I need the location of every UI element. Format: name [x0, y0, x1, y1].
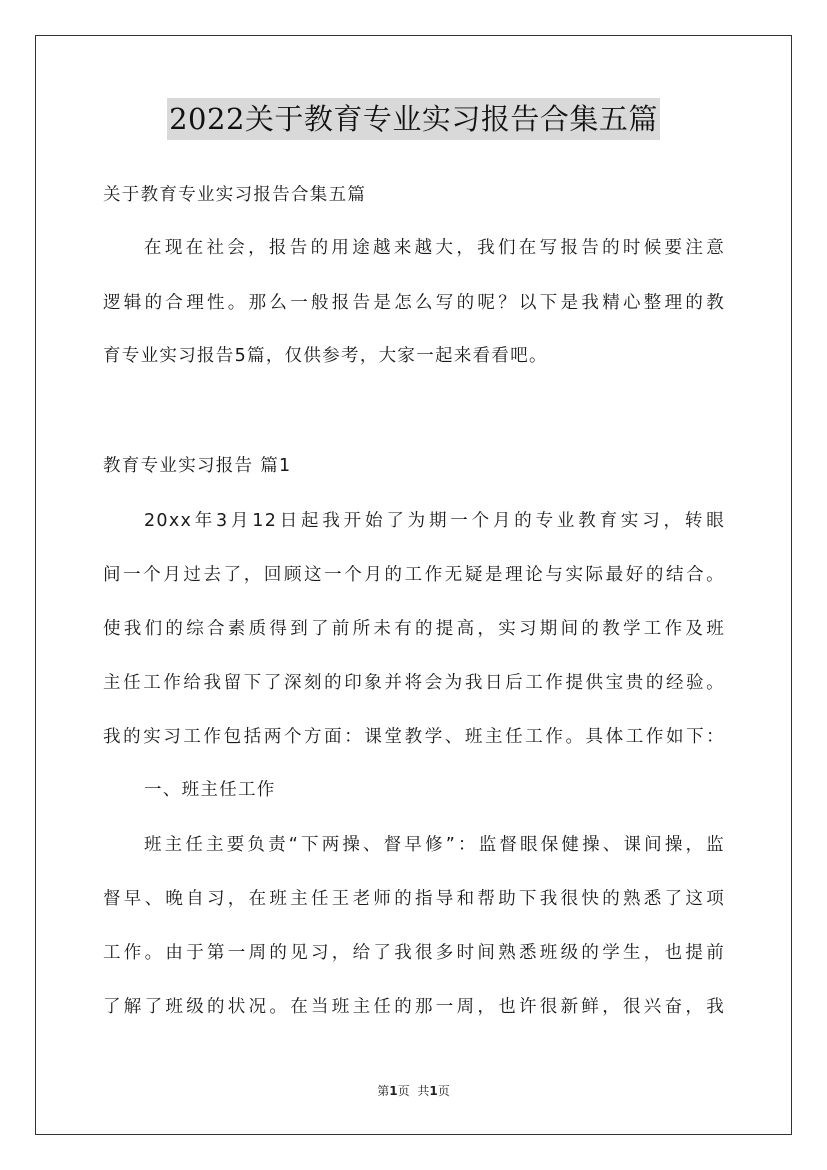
subheading-homeroom-teacher: 一、班主任工作: [144, 780, 276, 800]
document-title: 2022关于教育专业实习报告合集五篇: [167, 98, 660, 140]
intro-line-1: 在现在社会，报告的用途越来越大，我们在写报告的时候要注意: [144, 238, 725, 258]
document-subtitle: 关于教育专业实习报告合集五篇: [103, 185, 367, 205]
footer-total-pages: 1: [429, 1084, 438, 1098]
section1-heading: 教育专业实习报告 篇1: [103, 456, 292, 476]
footer-page-unit: 页: [397, 1084, 410, 1098]
footer-page-number: 1: [389, 1084, 398, 1098]
section1-para2-line-1: 班主任主要负责“下两操、督早修”：监督眼保健操、课间操，监: [144, 835, 725, 855]
section1-para2-line-3: 工作。由于第一周的见习，给了我很多时间熟悉班级的学生，也提前: [103, 943, 725, 963]
footer-page-prefix: 第: [377, 1084, 390, 1098]
section1-para1-line-5: 我的实习工作包括两个方面：课堂教学、班主任工作。具体工作如下：: [103, 727, 725, 747]
section1-para1-line-3: 使我们的综合素质得到了前所未有的提高，实习期间的教学工作及班: [103, 619, 725, 639]
intro-line-2: 逻辑的合理性。那么一般报告是怎么写的呢？以下是我精心整理的教: [103, 293, 725, 313]
footer-total-prefix: 共: [417, 1084, 430, 1098]
section1-para2-line-4: 了解了班级的状况。在当班主任的那一周，也许很新鲜，很兴奋，我: [103, 997, 725, 1017]
section1-para2-line-2: 督早、晚自习，在班主任王老师的指导和帮助下我很快的熟悉了这项: [103, 889, 725, 909]
section1-para1-line-4: 主任工作给我留下了深刻的印象并将会为我日后工作提供宝贵的经验。: [103, 673, 725, 693]
section1-para1-line-2: 间一个月过去了，回顾这一个月的工作无疑是理论与实际最好的结合。: [103, 565, 725, 585]
intro-line-3: 育专业实习报告5篇，仅供参考，大家一起来看看吧。: [103, 346, 548, 366]
page-footer: [0, 1083, 827, 1099]
title-container: [0, 98, 827, 140]
footer-total-unit: 页: [437, 1084, 450, 1098]
section1-para1-line-1: 20xx年3月12日起我开始了为期一个月的专业教育实习，转眼: [144, 511, 725, 531]
